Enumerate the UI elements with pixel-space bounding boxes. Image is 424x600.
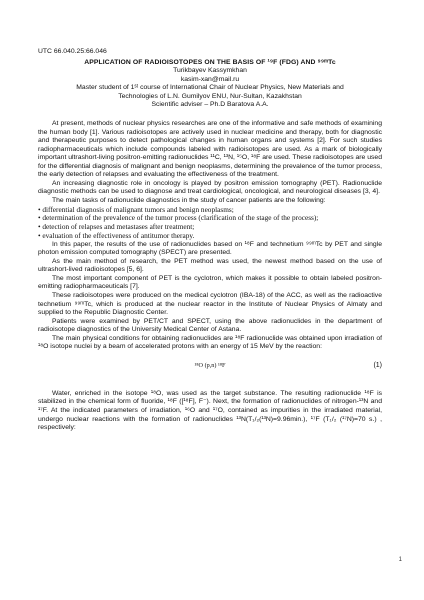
paragraph-method: As the main method of research, the PET method was used, the newest method based on the use of ultrashort-lived radioisotopes [5, 6]. [38,257,382,274]
paragraph-results: In this paper, the results of the use of radionuclides based on ¹⁸F and technetium ⁹⁹ᵐTc by PET and single photon emission computed tomography (SPECT) are presented. [38,240,382,257]
bullet-differential-diagnosis: • differential diagnosis of malignant tumors and benign neoplasms; [38,204,234,214]
paragraph-target-substance: Water, enriched in the isotope ¹⁸O, was used as the target substance. The resulting radionuclide ¹⁸F is stabilized in the chemical form of fluoride, ¹⁸F ([¹⁸F], F⁻). Next, the formation of radionuclides of nitrogen-¹³N and ¹⁷F. At the indicated parameters of irradiation, ¹⁶O and ¹⁷O, contained as impurities in the irradiated material, undergo nuclear reactions with the formation of radionuclides ¹³N(T₁/₂(¹³N)=9.96min.), ¹⁷F (T₁/₂ (¹⁷N)=70 s.) , respectively: [38,389,382,432]
spacer [38,382,382,390]
paragraph-introduction: At present, methods of nuclear physics researches are one of the informative and safe methods of examining the human body [1]. Various radioisotopes are actively used in nuclear medicine and therapy, both for diagnostic and therapeutic purposes to detect pathological changes in human organs and systems [2]. For such studies radiopharmaceuticals which include compounds labeled with radioisotopes are used. As a mark of biologically important ultrashort-living positron-emitting radionuclides ¹¹C, ¹³N, ¹⁵O, ¹⁸F are used. These radioisotopes are used for the differential diagnosis of malignant and benign neoplasms, determining the prevalence of the tumor process, the early detection of relapses and evaluating the effectiveness of the treatment. [38,119,382,179]
page-number: 1 [398,557,402,563]
bullet-tumor-prevalence: • determination of the prevalence of the tumor process (clarification of the stage of the process); [38,213,319,223]
scientific-adviser: Scientific adviser – Ph.D Baratova A.A. [151,101,269,109]
nuclear-reaction-formula: ¹⁸O (p,n) ¹⁸F [194,361,226,369]
paragraph-pet-role: An increasing diagnostic role in oncology is played by positron emission tomography (PET). Radionuclide diagnostic methods can be used to diagnose and treat cardiological, oncological, and neurological diseases [3, 4]. [38,179,382,196]
author-name: Turikbayev Kassymkhan [173,67,247,75]
paragraph-production: These radioisotopes were produced on the medical cyclotron (IBA-18) of the ACC, as well as the radioactive technetium ⁹⁹ᵐTc, which is produced at the nuclear reactor in the Institute of Nuclear Physics of Almaty and supplied to the Republic Diagnostic Center. [38,291,382,317]
paragraph-physical-conditions: The main physical conditions for obtaining radionuclides are ¹⁸F radionuclide was obtained upon irradiation of ¹⁸O isotope nuclei by a beam of accelerated protons with an energy of 15 MeV by the reaction: [38,334,382,351]
spacer [38,110,382,120]
author-email: kasim-xan@mail.ru [180,75,240,83]
equation-number: (1) [373,361,382,369]
udc-code: UTC 66.040.25:66.046 [38,48,107,55]
paper-title: APPLICATION OF RADIOISOTOPES ON THE BASIS OF ¹⁹F (FDG) AND ⁹⁹ᵐTc [84,58,336,66]
paragraph-cyclotron: The most important component of PET is the cyclotron, which makes it possible to obtain labeled positron-emitting radiopharmaceuticals [7]. [38,274,382,291]
paper-body [38,48,382,433]
paragraph-patients: Patients were examined by PET/CT and SPECT, using the above radionuclides in the department of radioisotope diagnostics of the University Medical Center of Astana. [38,317,382,334]
paragraph-main-tasks: The main tasks of radionuclide diagnostics in the study of cancer patients are the following: [52,197,326,204]
affiliation-line-2: Technologies of L.N. Gumilyov ENU, Nur-Sultan, Kazakhstan [118,92,302,100]
affiliation-line-1: Master student of 1ˢᵗ course of International Chair of Nuclear Physics, New Materials and [76,84,344,92]
bullet-therapy-evaluation: • evaluation of the effectiveness of antitumor therapy. [38,230,195,240]
equation-row [38,352,382,382]
bullet-relapse-detection: • detection of relapses and metastases after treatment; [38,222,195,232]
